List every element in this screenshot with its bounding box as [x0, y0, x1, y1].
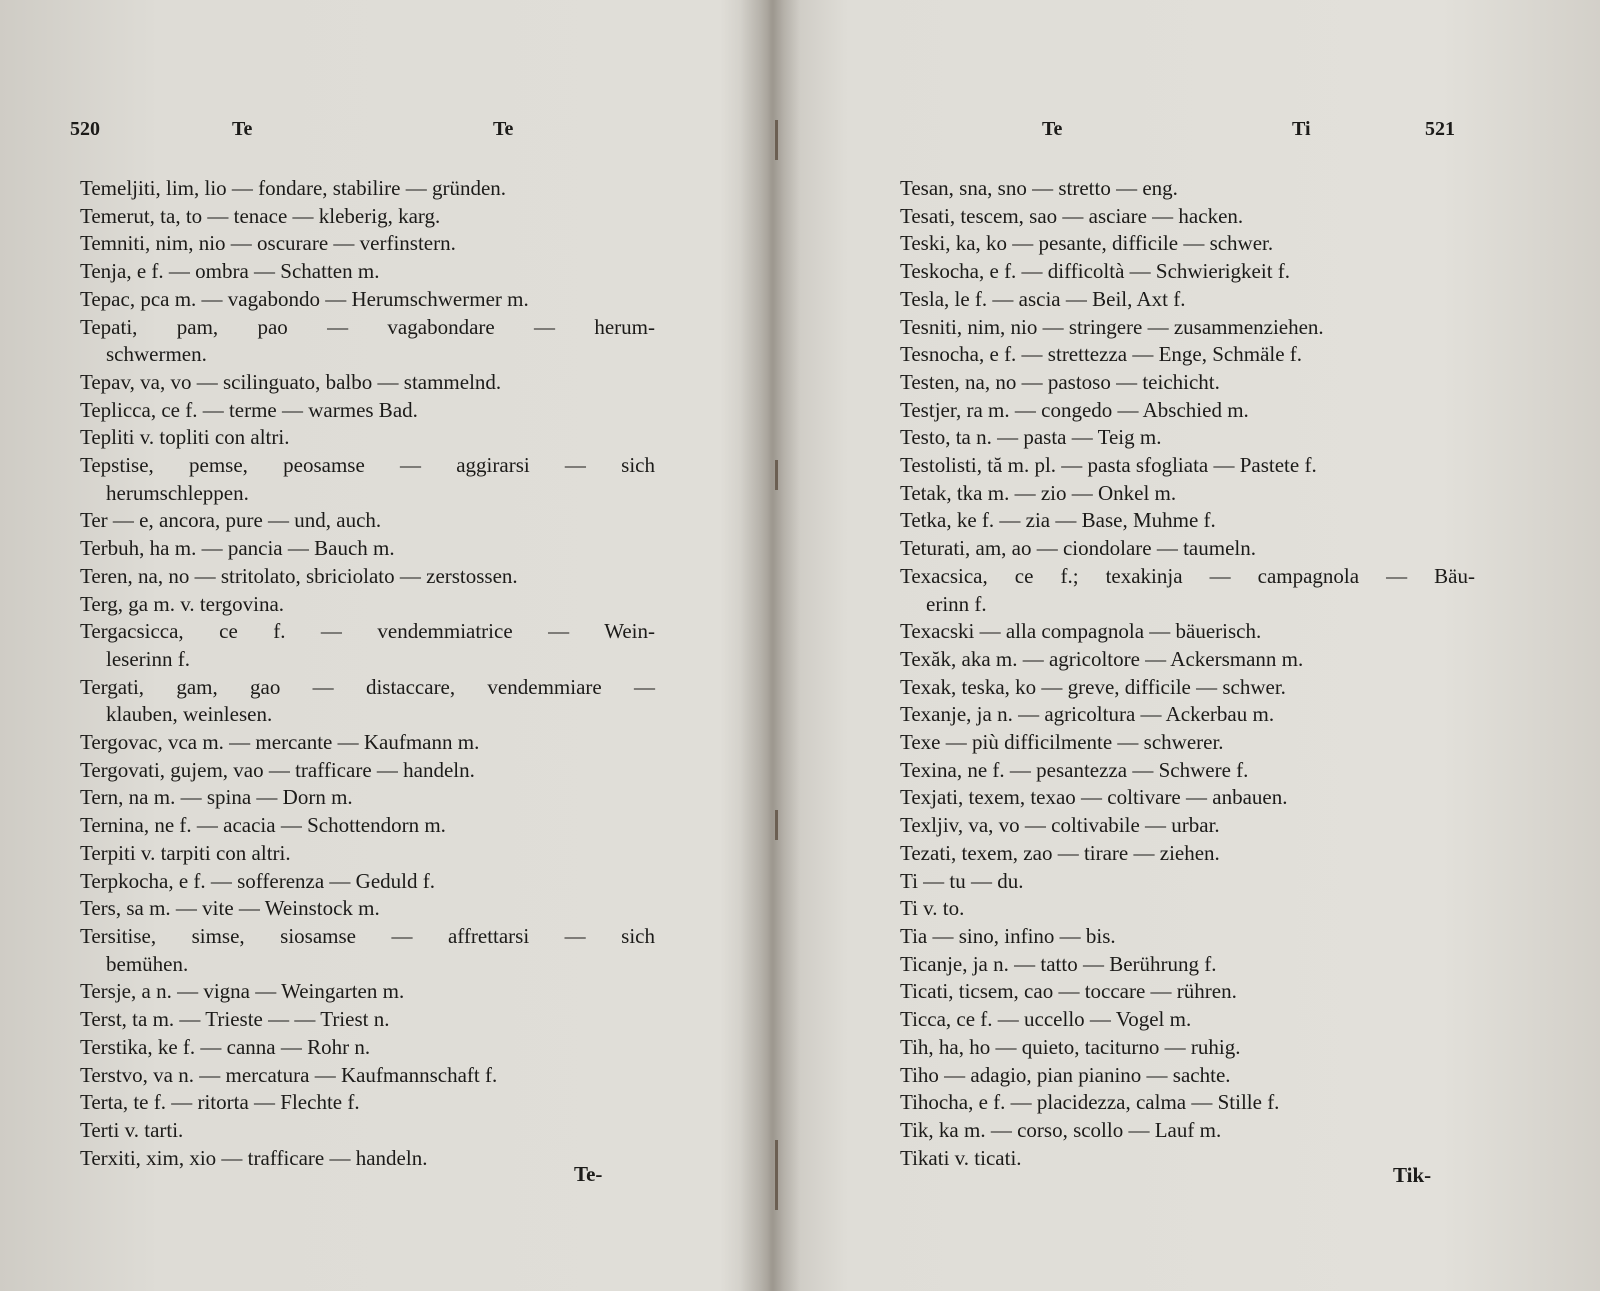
- dictionary-entry: Terbuh, ha m. — pancia — Bauch m.: [80, 536, 395, 561]
- dictionary-entry: Temeljiti, lim, lio — fondare, stabilire — gründen.: [80, 176, 507, 200]
- dictionary-entry: Tepliti v. topliti con altri.: [80, 425, 290, 450]
- dictionary-entry: Teren, na, no — stritolato, sbriciolato — zerstossen.: [80, 563, 518, 588]
- dictionary-entry: Ticca, ce f. — uccello — Vogel m.: [900, 1007, 1192, 1032]
- binding-stitch: [775, 120, 778, 160]
- dictionary-entry: Texe — più difficilmente — schwerer.: [900, 730, 1224, 755]
- dictionary-entry: Tepav, va, vo — scilinguato, balbo — stammelnd.: [80, 369, 502, 394]
- dictionary-entry: Tergovac, vca m. — mercante — Kaufmann m.: [80, 730, 480, 755]
- dictionary-entry: Ti — tu — du.: [900, 868, 1024, 893]
- dictionary-entry: Terta, te f. — ritorta — Flechte f.: [80, 1090, 360, 1115]
- dictionary-entry: Tergovati, gujem, vao — trafficare — handeln.: [80, 757, 475, 782]
- header-left-word: Te: [232, 118, 253, 140]
- dictionary-entry: Texjati, texem, texao — coltivare — anbauen.: [900, 785, 1288, 810]
- dictionary-entry: Testolisti, tă m. pl. — pasta sfogliata — Pastete f.: [900, 453, 1317, 478]
- dictionary-entry: Tern, na m. — spina — Dorn m.: [80, 785, 353, 810]
- dictionary-entry: Tih, ha, ho — quieto, taciturno — ruhig.: [900, 1034, 1241, 1059]
- dictionary-entry: Tersitise, simse, siosamse — affrettarsi — sich: [80, 923, 655, 948]
- dictionary-entry: Terpiti v. tarpiti con altri.: [80, 840, 291, 865]
- dictionary-entry: Texina, ne f. — pesantezza — Schwere f.: [900, 757, 1249, 782]
- dictionary-entry: Tetka, ke f. — zia — Base, Muhme f.: [900, 508, 1216, 533]
- dictionary-entry: Tersje, a n. — vigna — Weingarten m.: [80, 979, 405, 1004]
- dictionary-entry-continuation: erinn f.: [926, 591, 987, 616]
- dictionary-entry: Teski, ka, ko — pesante, difficile — schwer.: [900, 231, 1274, 256]
- binding-stitch: [775, 810, 778, 840]
- dictionary-entry: Testjer, ra m. — congedo — Abschied m.: [900, 397, 1249, 422]
- entry-list: [900, 175, 1475, 1172]
- entry-list: [80, 175, 655, 1172]
- dictionary-entry: Terstvo, va n. — mercatura — Kaufmannschaft f.: [80, 1062, 498, 1087]
- dictionary-entry-continuation: herumschleppen.: [106, 480, 249, 505]
- dictionary-entry: Terxiti, xim, xio — trafficare — handeln.: [80, 1145, 428, 1170]
- dictionary-entry: Tepstise, pemse, peosamse — aggirarsi — sich: [80, 453, 655, 478]
- dictionary-entry: Texacsica, ce f.; texakinja — campagnola — Bäu-: [900, 563, 1475, 588]
- dictionary-entry: Teturati, am, ao — ciondolare — taumeln.: [900, 536, 1256, 561]
- header-left-word: Te: [1042, 118, 1063, 140]
- dictionary-entry: Ter — e, ancora, pure — und, auch.: [80, 508, 382, 533]
- dictionary-entry: Tik, ka m. — corso, scollo — Lauf m.: [900, 1117, 1222, 1142]
- dictionary-entry: Terstika, ke f. — canna — Rohr n.: [80, 1034, 371, 1059]
- dictionary-entry: Tenja, e f. — ombra — Schatten m.: [80, 259, 380, 284]
- dictionary-entry: Texăk, aka m. — agricoltore — Ackersmann m.: [900, 646, 1304, 671]
- page-number: 520: [70, 118, 100, 140]
- dictionary-entry: Ti v. to.: [900, 896, 965, 921]
- dictionary-entry: Tergati, gam, gao — distaccare, vendemmiare —: [80, 674, 655, 699]
- catchword: Tik-: [1393, 1163, 1432, 1187]
- dictionary-entry: Tergacsicca, ce f. — vendemmiatrice — Wein-: [80, 619, 655, 644]
- dictionary-entry: Texljiv, va, vo — coltivabile — urbar.: [900, 813, 1220, 838]
- dictionary-entry: Tiho — adagio, pian pianino — sachte.: [900, 1062, 1231, 1087]
- dictionary-entry: Texak, teska, ko — greve, difficile — schwer.: [900, 674, 1286, 699]
- dictionary-entry: Temerut, ta, to — tenace — kleberig, karg.: [80, 203, 441, 228]
- catchword: Te-: [574, 1162, 603, 1186]
- dictionary-entry: Tikati v. ticati.: [900, 1145, 1022, 1170]
- page-number: 521: [1425, 118, 1455, 140]
- dictionary-entry: Ternina, ne f. — acacia — Schottendorn m.: [80, 813, 446, 838]
- running-header: [800, 118, 1600, 148]
- dictionary-entry: Terpkocha, e f. — sofferenza — Geduld f.: [80, 868, 436, 893]
- dictionary-entry-continuation: bemühen.: [106, 951, 189, 976]
- dictionary-entry-continuation: schwermen.: [106, 342, 207, 367]
- dictionary-entry: Tihocha, e f. — placidezza, calma — Stille f.: [900, 1090, 1280, 1115]
- dictionary-entry: Tesan, sna, sno — stretto — eng.: [900, 176, 1178, 200]
- dictionary-entry: Tesnocha, e f. — strettezza — Enge, Schmäle f.: [900, 342, 1303, 367]
- dictionary-entry: Ters, sa m. — vite — Weinstock m.: [80, 896, 380, 921]
- dictionary-entry: Teplicca, ce f. — terme — warmes Bad.: [80, 397, 418, 422]
- dictionary-entry: Terg, ga m. v. tergovina.: [80, 591, 285, 616]
- right-page: [800, 0, 1600, 1291]
- dictionary-entry: Temniti, nim, nio — oscurare — verfinstern.: [80, 231, 456, 256]
- dictionary-entry: Tesniti, nim, nio — stringere — zusammenziehen.: [900, 314, 1324, 339]
- dictionary-entry: Texanje, ja n. — agricoltura — Ackerbau m.: [900, 702, 1275, 727]
- dictionary-entry: Terti v. tarti.: [80, 1117, 184, 1142]
- dictionary-entry: Tesla, le f. — ascia — Beil, Axt f.: [900, 286, 1186, 311]
- dictionary-entry: Testo, ta n. — pasta — Teig m.: [900, 425, 1162, 450]
- header-right-word: Ti: [1292, 118, 1311, 140]
- dictionary-entry: Tepac, pca m. — vagabondo — Herumschwermer m.: [80, 286, 529, 311]
- binding-stitch: [775, 1140, 778, 1210]
- dictionary-entry: Tesati, tescem, sao — asciare — hacken.: [900, 203, 1244, 228]
- dictionary-entry: Teskocha, e f. — difficoltà — Schwierigkeit f.: [900, 259, 1291, 284]
- dictionary-entry: Testen, na, no — pastoso — teichicht.: [900, 369, 1220, 394]
- dictionary-entry: Tepati, pam, pao — vagabondare — herum-: [80, 314, 655, 339]
- dictionary-entry: Tia — sino, infino — bis.: [900, 923, 1116, 948]
- dictionary-entry: Ticati, ticsem, cao — toccare — rühren.: [900, 979, 1237, 1004]
- dictionary-entry: Terst, ta m. — Trieste — — Triest n.: [80, 1007, 390, 1032]
- dictionary-entry: Texacski — alla compagnola — bäuerisch.: [900, 619, 1262, 644]
- binding-stitch: [775, 460, 778, 490]
- dictionary-entry-continuation: klauben, weinlesen.: [106, 702, 273, 727]
- running-header: [0, 118, 770, 148]
- left-page: [0, 0, 770, 1291]
- header-right-word: Te: [493, 118, 514, 140]
- dictionary-entry: Tezati, texem, zao — tirare — ziehen.: [900, 840, 1220, 865]
- dictionary-entry: Tetak, tka m. — zio — Onkel m.: [900, 480, 1177, 505]
- dictionary-entry: Ticanje, ja n. — tatto — Berührung f.: [900, 951, 1217, 976]
- dictionary-entry-continuation: leserinn f.: [106, 646, 190, 671]
